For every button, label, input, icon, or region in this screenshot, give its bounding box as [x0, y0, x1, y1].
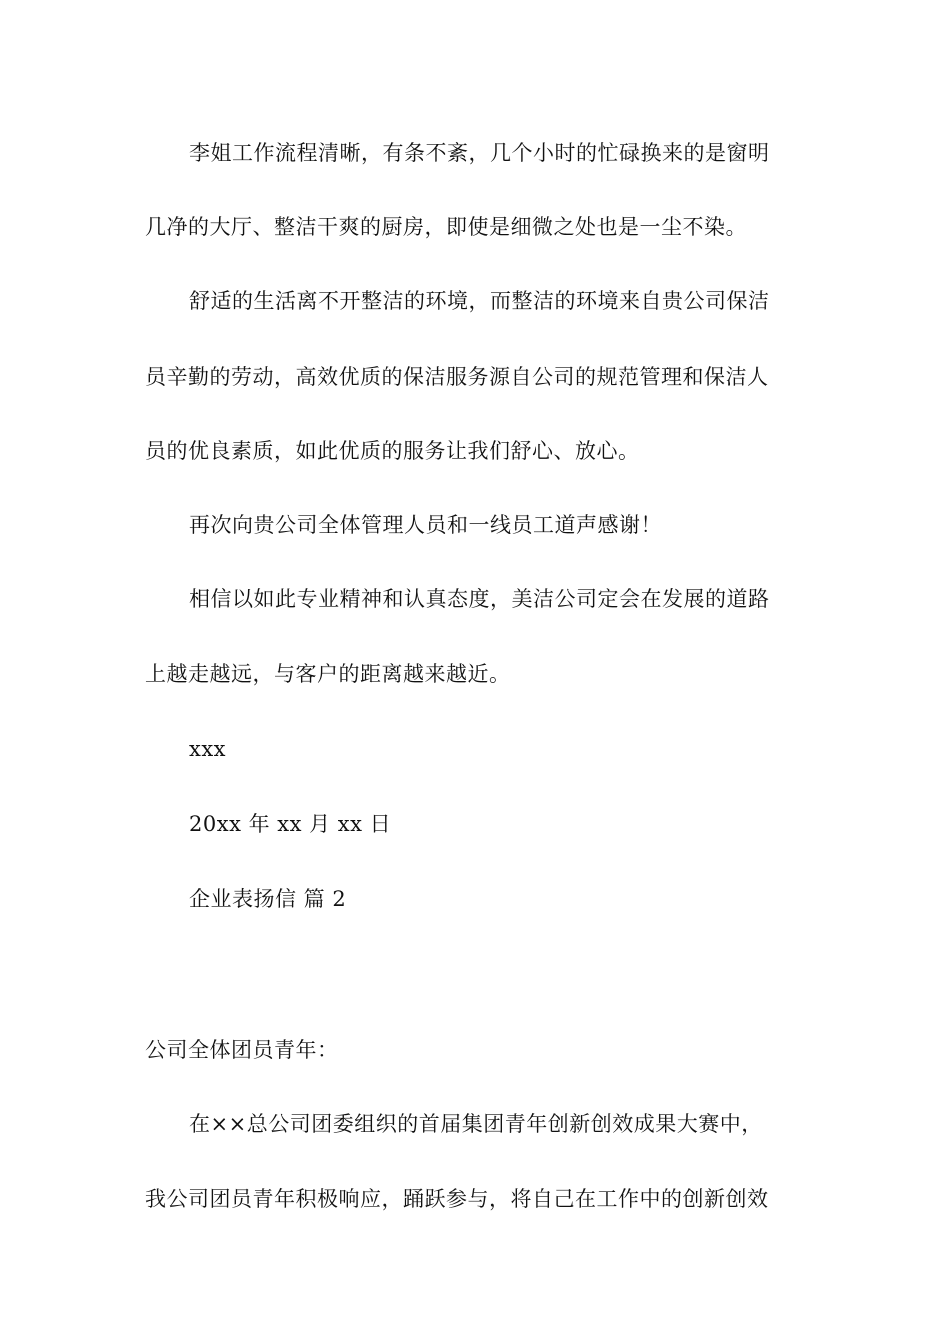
section-heading: 企业表扬信 篇 2	[189, 887, 347, 911]
paragraph-line: 李姐工作流程清晰，有条不紊，几个小时的忙碌换来的是窗明	[189, 141, 770, 165]
paragraph-line: 在××总公司团委组织的首届集团青年创新创效成果大赛中，	[189, 1112, 763, 1136]
paragraph-line: 几净的大厅、整洁干爽的厨房，即使是细微之处也是一尘不染。	[145, 215, 747, 239]
paragraph-line: 相信以如此专业精神和认真态度，美洁公司定会在发展的道路	[189, 587, 770, 611]
paragraph-line: 舒适的生活离不开整洁的环境，而整洁的环境来自贵公司保洁	[189, 289, 770, 313]
paragraph-line: 员辛勤的劳动，高效优质的保洁服务源自公司的规范管理和保洁人	[145, 365, 769, 389]
paragraph-line: 我公司团员青年积极响应，踊跃参与，将自己在工作中的创新创效	[145, 1187, 769, 1211]
salutation: 公司全体团员青年：	[145, 1038, 339, 1062]
paragraph-line: 上越走越远，与客户的距离越来越近。	[145, 662, 511, 686]
paragraph-line: 再次向贵公司全体管理人员和一线员工道声感谢！	[189, 513, 662, 537]
signature-name: xxx	[189, 737, 227, 761]
paragraph-line: 员的优良素质，如此优质的服务让我们舒心、放心。	[145, 439, 640, 463]
signature-date: 20xx 年 xx 月 xx 日	[189, 812, 392, 836]
